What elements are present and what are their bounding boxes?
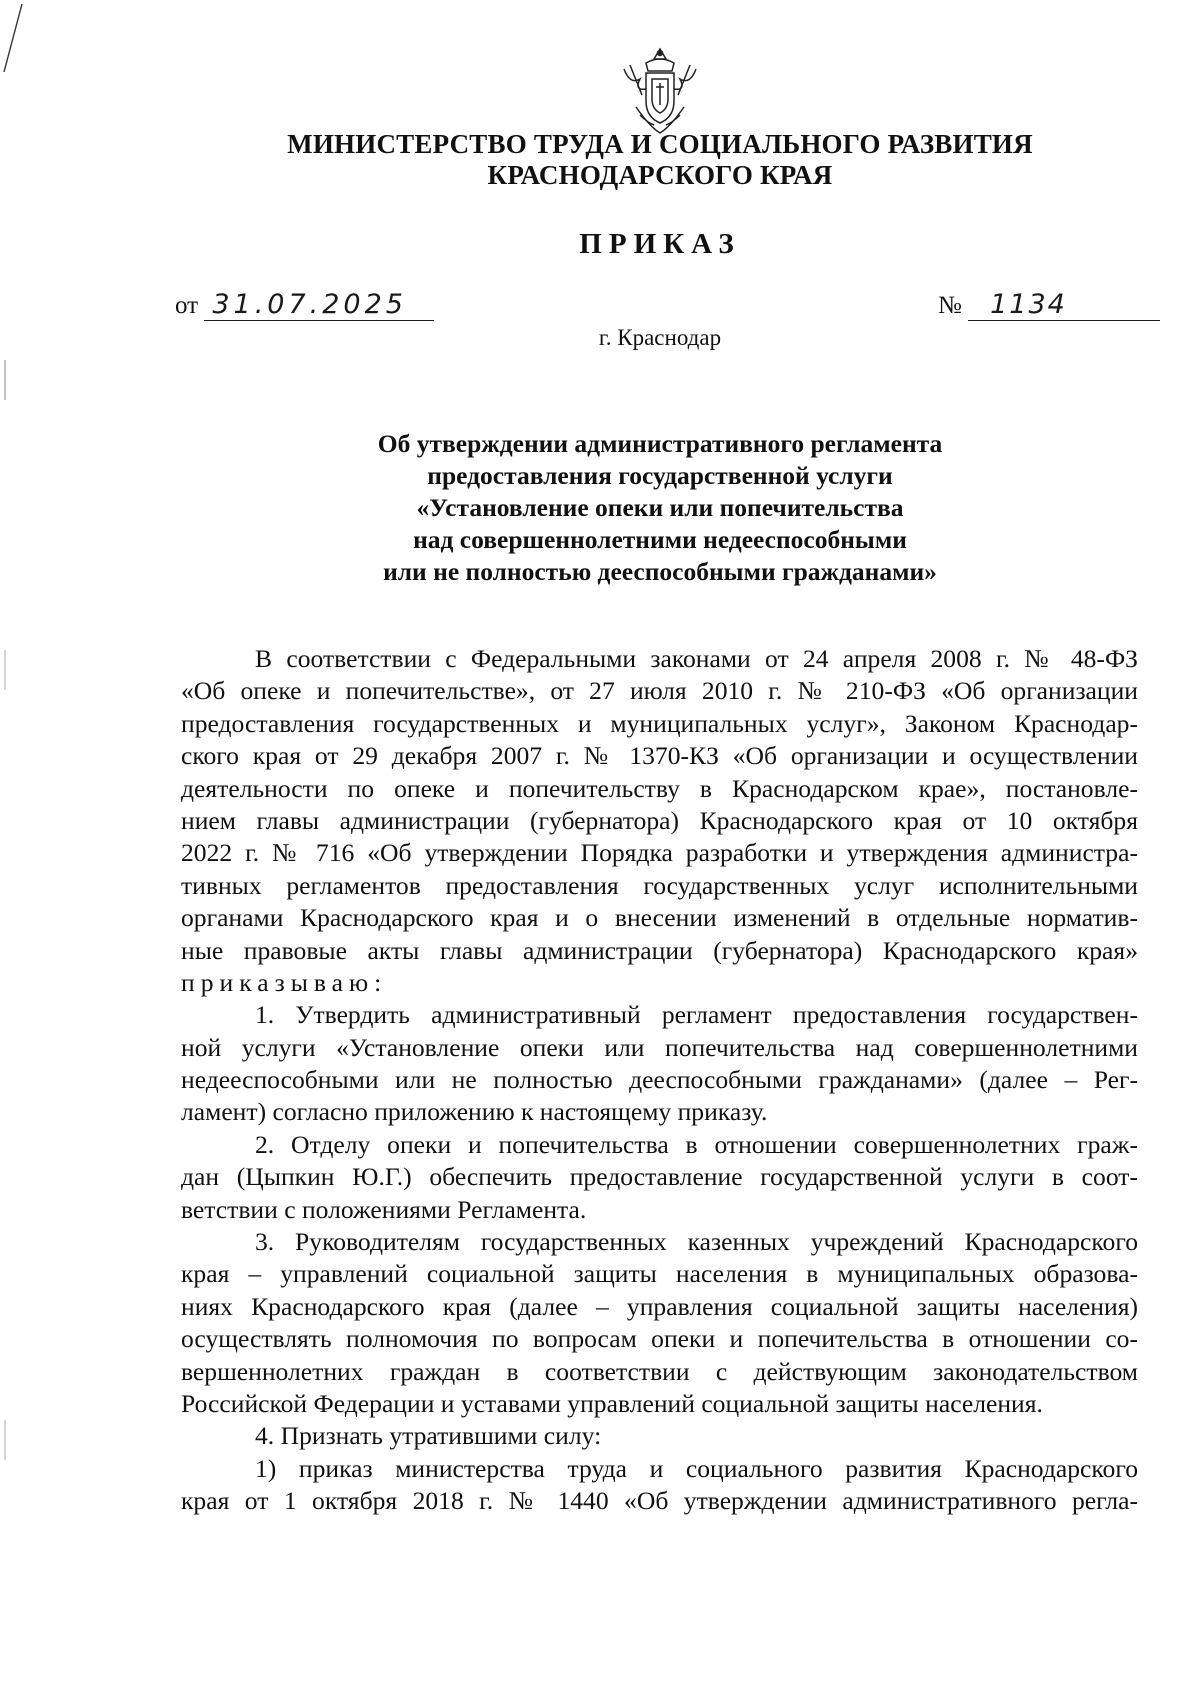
body-line: осуществлять полномочия по вопросам опеки и попечительства в отношении со-: [181, 1324, 1138, 1354]
order-subject: [330, 428, 990, 588]
handwritten-date: 31.07.2025: [204, 290, 434, 321]
body-line: ламент) согласно приложению к настоящему приказу.: [181, 1097, 768, 1127]
body-line: края – управлений социальной защиты населения в муниципальных образова-: [181, 1259, 1138, 1289]
body-line: ниях Краснодарского края (далее – управления социальной защиты населения): [181, 1291, 1138, 1321]
body-line: недееспособными или не полностью дееспособными гражданами» (далее – Рег-: [181, 1065, 1138, 1095]
subject-line: или не полностью дееспособными гражданами»: [383, 557, 937, 586]
body-line: дан (Цыпкин Ю.Г.) обеспечить предоставление государственной услуги в соот-: [181, 1162, 1138, 1192]
number-prefix: №: [938, 292, 962, 319]
subject-line: предоставления государственной услуги: [427, 461, 893, 490]
body-line: тивных регламентов предоставления государственных услуг исполнительными: [181, 870, 1138, 900]
order-body: [181, 643, 1138, 1518]
date-prefix: от: [175, 292, 199, 319]
body-line: предоставления государственных и муниципальных услуг», Законом Краснодар-: [181, 708, 1138, 738]
body-line: 2. Отделу опеки и попечительства в отношении совершеннолетних граж-: [255, 1129, 1138, 1159]
body-line: края от 1 октября 2018 г. № 1440 «Об утверждении административного регла-: [181, 1486, 1138, 1516]
order-number: [938, 290, 1160, 321]
body-line: ные правовые акты главы администрации (губернатора) Краснодарского края»: [181, 935, 1138, 965]
scan-stroke-mark: [0, 0, 30, 80]
body-line: вершеннолетних граждан в соответствии с действующим законодательством: [181, 1356, 1138, 1386]
body-line: 2022 г. № 716 «Об утверждении Порядка разработки и утверждения администра-: [181, 838, 1138, 868]
city-name: г. Краснодар: [598, 325, 722, 350]
body-line: «Об опеке и попечительстве», от 27 июля 2010 г. № 210-ФЗ «Об организации: [181, 676, 1138, 706]
document-type-title: ПРИКАЗ: [579, 228, 741, 260]
ministry-name-line-1: МИНИСТЕРСТВО ТРУДА И СОЦИАЛЬНОГО РАЗВИТИЯ: [287, 129, 1033, 159]
subject-line: Об утверждении административного регламента: [377, 429, 943, 458]
subject-line: над совершеннолетними недееспособными: [413, 525, 907, 554]
subject-line: «Установление опеки или попечительства: [416, 493, 904, 522]
order-directive: приказываю:: [181, 967, 388, 997]
body-line: органами Краснодарского края и о внесении изменений в отдельные норматив-: [181, 903, 1138, 933]
handwritten-number: 1134: [968, 290, 1160, 321]
body-line: ной услуги «Установление опеки или попечительства над совершеннолетними: [181, 1032, 1138, 1062]
body-line: нием главы администрации (губернатора) Краснодарского края от 10 октября: [181, 805, 1138, 835]
body-line: деятельности по опеке и попечительству в Краснодарском крае», постановле-: [181, 773, 1138, 803]
order-date: [175, 290, 434, 321]
body-line: 1) приказ министерства труда и социального развития Краснодарского: [255, 1453, 1138, 1483]
body-line: ского края от 29 декабря 2007 г. № 1370-КЗ «Об организации и осуществлении: [181, 741, 1138, 771]
coat-of-arms-emblem: [616, 45, 704, 137]
body-line: 3. Руководителям государственных казенных учреждений Краснодарского: [255, 1227, 1138, 1257]
body-line: В соответствии с Федеральными законами от 24 апреля 2008 г. № 48-ФЗ: [255, 644, 1138, 673]
body-line: Российской Федерации и уставами управлений социальной защиты населения.: [181, 1388, 1043, 1418]
body-line: 4. Признать утратившими силу:: [255, 1421, 602, 1451]
ministry-name-line-2: КРАСНОДАРСКОГО КРАЯ: [487, 160, 833, 190]
body-line: 1. Утвердить административный регламент предоставления государствен-: [255, 1000, 1138, 1030]
body-line: ветствии с положениями Регламента.: [181, 1194, 587, 1224]
scan-edge-mark: [0, 360, 8, 1660]
